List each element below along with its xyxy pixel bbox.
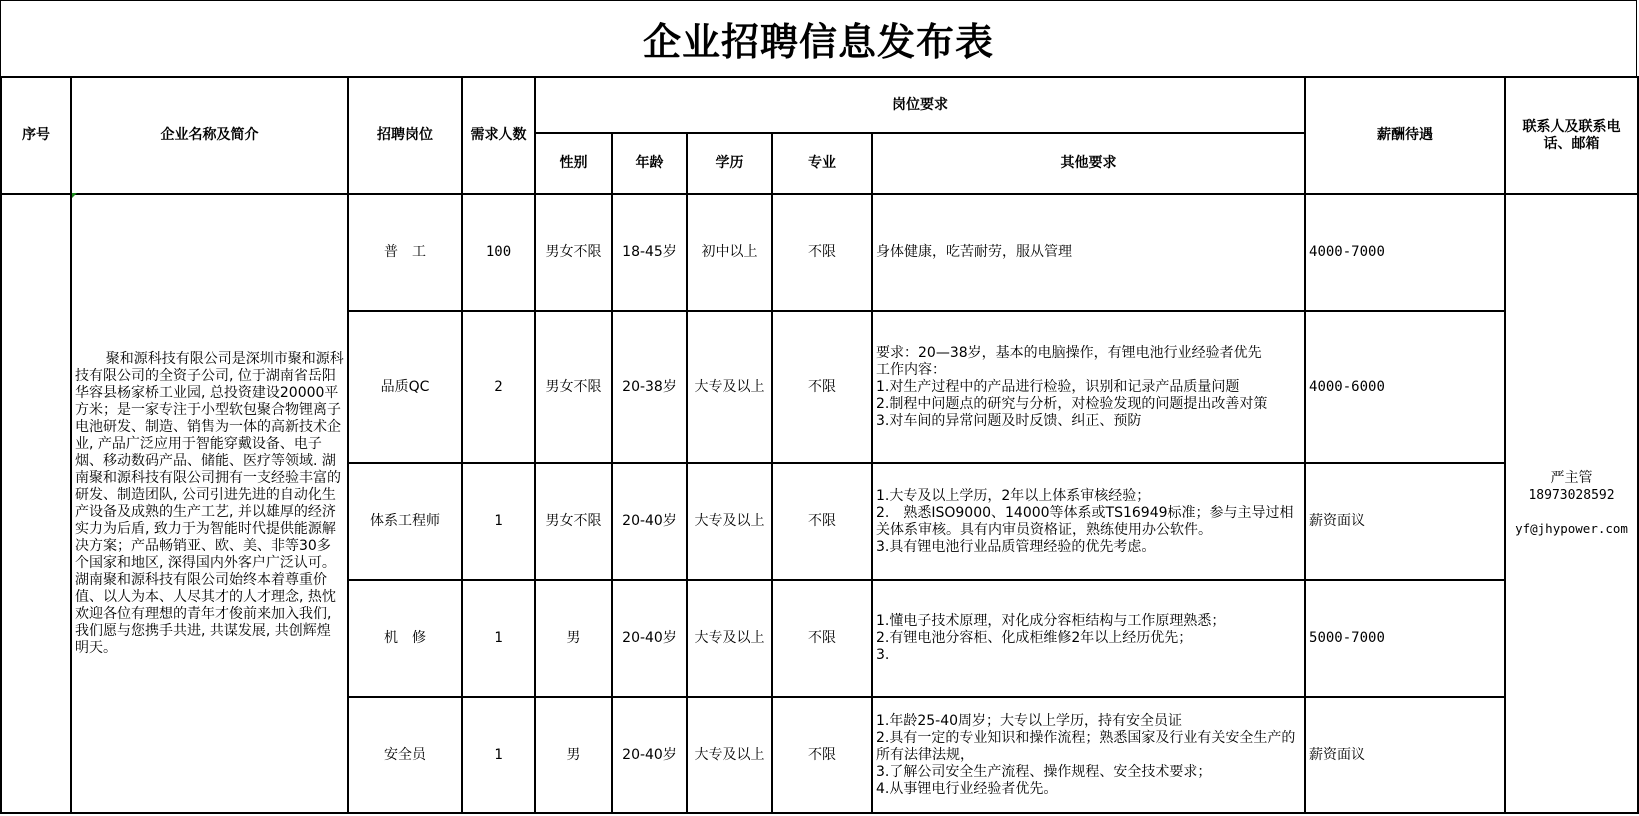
- requirement-line: 要求：20—38岁，基本的电脑操作，有锂电池行业经验者优先: [876, 344, 1262, 361]
- header-major: 专业: [772, 133, 872, 194]
- job-count: 1: [462, 463, 535, 580]
- job-age: 20-40岁: [612, 580, 687, 697]
- requirement-line: 工作内容：: [876, 361, 946, 378]
- job-salary: 5000-7000: [1305, 580, 1505, 697]
- job-major: 不限: [772, 463, 872, 580]
- header-gender: 性别: [535, 133, 612, 194]
- job-row: [1, 194, 1638, 311]
- job-other: [872, 311, 1305, 463]
- header-company: 企业名称及简介: [71, 77, 348, 194]
- job-other: [872, 580, 1305, 697]
- job-gender: 男女不限: [535, 463, 612, 580]
- cell-comment-marker: [72, 193, 77, 198]
- requirement-line: 2.制程中问题点的研究与分析，对检验发现的问题提出改善对策: [876, 395, 1268, 412]
- job-education: 大专及以上: [687, 311, 772, 463]
- job-gender: 男女不限: [535, 311, 612, 463]
- requirement-line: 3.具有锂电池行业品质管理经验的优先考虑。: [876, 538, 1156, 555]
- requirement-line: 2.具有一定的专业知识和操作流程；熟悉国家及行业有关安全生产的所有法律法规，: [876, 729, 1296, 763]
- job-age: 18-45岁: [612, 194, 687, 311]
- job-age: 20-40岁: [612, 697, 687, 813]
- header-requirements: 岗位要求: [535, 77, 1305, 133]
- job-education: 大专及以上: [687, 697, 772, 813]
- job-major: 不限: [772, 194, 872, 311]
- company-intro: 聚和源科技有限公司是深圳市聚和源科技有限公司的全资子公司, 位于湖南省岳阳华容县杨家桥工业园, 总投资建设20000平方米；是一家专注于小型软包聚合物锂离子电池研发、制造、销售为一体的高新技术企业, 产品广泛应用于智能穿戴设备、电子烟、移动数码产品、储能、医疗等领域. 湖南聚和源科技有限公司拥有一支经验丰富的研发、制造团队, 公司引进先进的自动化生产设备及成熟的生产工艺, 并以雄厚的经济实力为后盾, 致力于为智能时代提供能源解决方案；产品畅销亚、欧、美、非等30多个国家和地区, 深得国内外客户广泛认可。湖南聚和源科技有限公司始终本着尊重价值、以人为本、人尽其才的人才理念, 热忱欢迎各位有理想的青年才俊前来加入我们, 我们愿与您携手共进, 共谋发展, 共创辉煌明天。: [75, 350, 344, 656]
- job-education: 初中以上: [687, 194, 772, 311]
- job-gender: 男: [535, 580, 612, 697]
- job-position: 体系工程师: [348, 463, 462, 580]
- requirement-line: 1.对生产过程中的产品进行检验，识别和记录产品质量问题: [876, 378, 1240, 395]
- company-intro-cell: [71, 194, 348, 813]
- requirement-line: 4.从事锂电行业经验者优先。: [876, 780, 1058, 797]
- header-age: 年龄: [612, 133, 687, 194]
- job-salary: 4000-7000: [1305, 194, 1505, 311]
- job-count: 100: [462, 194, 535, 311]
- requirement-line: 身体健康，吃苦耐劳，服从管理: [876, 244, 1072, 260]
- requirement-line: 3.了解公司安全生产流程、操作规程、安全技术要求；: [876, 763, 1212, 780]
- requirement-line: 2.有锂电池分容柜、化成柜维修2年以上经历优先；: [876, 630, 1193, 646]
- job-education: 大专及以上: [687, 580, 772, 697]
- job-major: 不限: [772, 580, 872, 697]
- job-position: 普 工: [348, 194, 462, 311]
- title-row: [0, 0, 1637, 76]
- job-age: 20-38岁: [612, 311, 687, 463]
- header-position: 招聘岗位: [348, 77, 462, 194]
- job-salary: 薪资面议: [1305, 697, 1505, 813]
- requirement-line: 1.大专及以上学历，2年以上体系审核经验；: [876, 487, 1151, 504]
- contact-phone: 18973028592: [1528, 488, 1615, 503]
- job-major: 不限: [772, 697, 872, 813]
- requirement-line: 1.懂电子技术原理，对化成分容柜结构与工作原理熟悉；: [876, 613, 1226, 629]
- job-gender: 男女不限: [535, 194, 612, 311]
- job-other: [872, 697, 1305, 813]
- job-count: 1: [462, 580, 535, 697]
- header-contact: 联系人及联系电话、邮箱: [1505, 77, 1638, 194]
- requirement-line: 3.: [876, 647, 890, 663]
- job-position: 安全员: [348, 697, 462, 813]
- job-gender: 男: [535, 697, 612, 813]
- contact-email: yf@jhypower.com: [1515, 521, 1628, 536]
- requirement-line: 1.年龄25-40周岁；大专以上学历，持有安全员证: [876, 712, 1183, 729]
- contact-name: 严主管: [1550, 470, 1593, 486]
- header-salary: 薪酬待遇: [1305, 77, 1505, 194]
- job-position: 机 修: [348, 580, 462, 697]
- job-age: 20-40岁: [612, 463, 687, 580]
- job-education: 大专及以上: [687, 463, 772, 580]
- contact-cell: [1505, 194, 1638, 813]
- page-title: 企业招聘信息发布表: [642, 19, 994, 64]
- header-education: 学历: [687, 133, 772, 194]
- requirement-line: 3.对车间的异常问题及时反馈、纠正、预防: [876, 412, 1142, 429]
- job-count: 2: [462, 311, 535, 463]
- header-other: 其他要求: [872, 133, 1305, 194]
- job-other: [872, 194, 1305, 311]
- header-row-1: [1, 77, 1638, 133]
- job-major: 不限: [772, 311, 872, 463]
- job-count: 1: [462, 697, 535, 813]
- header-index: 序号: [1, 77, 71, 194]
- header-count: 需求人数: [462, 77, 535, 194]
- job-other: [872, 463, 1305, 580]
- index-cell: [1, 194, 71, 813]
- job-salary: 薪资面议: [1305, 463, 1505, 580]
- recruitment-table: [0, 76, 1639, 814]
- requirement-line: 2. 熟悉ISO9000、14000等体系或TS16949标准；参与主导过相关体系审核。具有内审员资格证，熟练使用办公软件。: [876, 504, 1294, 538]
- job-salary: 4000-6000: [1305, 311, 1505, 463]
- job-position: 品质QC: [348, 311, 462, 463]
